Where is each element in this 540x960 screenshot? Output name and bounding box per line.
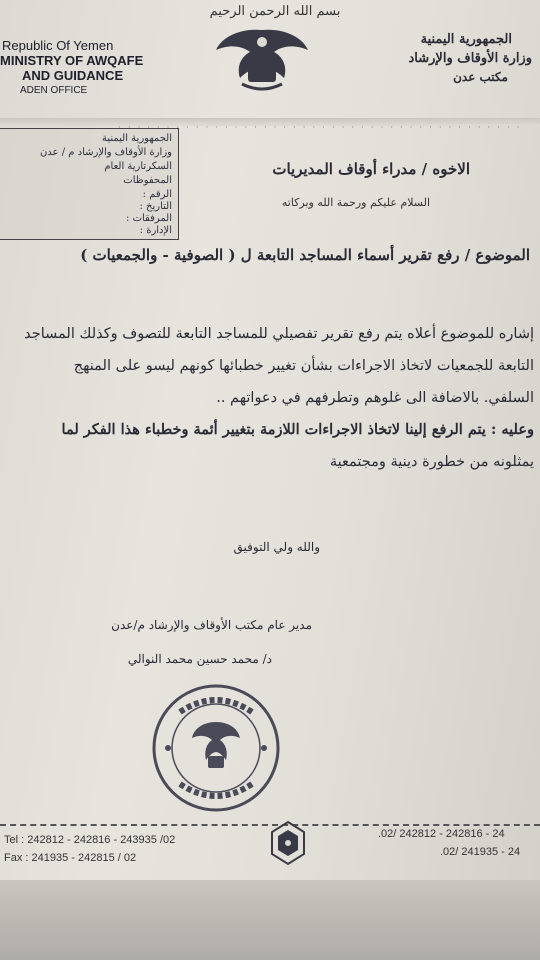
basmala: بسم الله الرحمن الرحيم: [209, 4, 341, 19]
stamp-line: السكرتارية العام: [104, 161, 172, 172]
stamp-line: الإدارة :: [139, 225, 172, 236]
addressee: الاخوه / مدراء أوقاف المديريات: [272, 160, 470, 178]
footer-fax-ar: .02/ 241935 - 24: [440, 846, 521, 858]
country-name: Republic Of Yemen: [2, 38, 114, 53]
stamp-line: المرفقات :: [126, 213, 172, 224]
stamp-line: التاريخ :: [139, 201, 172, 212]
signature-name: د/ محمد حسين محمد النوالي: [127, 652, 272, 666]
footer-tel-en: Tel : 242812 - 242816 - 243935 /02: [4, 834, 176, 846]
body-line: إشاره للموضوع أعلاه يتم رفع تقرير تفصيلي للمساجد التابعة للتصوف وكذلك المساجد: [24, 326, 534, 342]
body-line: السلفي. بالاضافة الى غلوهم وتطرفهم في دعواتهم ..: [216, 390, 534, 406]
ministry-name: MINISTRY OF AWQAFE: [0, 53, 144, 68]
registry-stamp-box: [0, 128, 179, 240]
subject-line: الموضوع / رفع تقرير أسماء المساجد التابعة ل ( الصوفية - والجمعيات ): [80, 246, 530, 264]
closing-line: والله ولي التوفيق: [233, 540, 320, 554]
letter-body: [6, 318, 534, 478]
conclusion-line: وعليه : يتم الرفع إلينا لاتخاذ الاجراءات اللازمة بتغيير أئمة وخطباء هذا الفكر لما: [61, 421, 534, 438]
conclusion-line: يمثلونه من خطورة دينية ومجتمعية: [329, 454, 534, 470]
signature-title: مدير عام مكتب الأوقاف والإرشاد م/عدن: [111, 618, 312, 632]
bottom-shadow: [0, 880, 540, 960]
footer-fax-en: Fax : 241935 - 242815 / 02: [4, 852, 137, 864]
body-line: التابعة للجمعيات لاتخاذ الاجراءات بشأن تغيير خطبائها كونهم ليسو على المنهج: [73, 358, 534, 374]
arabic-letterhead: [362, 30, 532, 87]
ar-ministry-name: وزارة الأوقاف والإرشاد: [408, 51, 532, 66]
office-name: ADEN OFFICE: [20, 85, 88, 96]
footer-tel-ar: .02/ 242812 - 242816 - 24: [378, 828, 505, 840]
footer-emblem-icon: [268, 820, 308, 866]
yemen-emblem-icon: [212, 22, 312, 94]
stamp-line: المحفوظات: [123, 175, 172, 186]
ministry-name-2: AND GUIDANCE: [22, 68, 124, 83]
stamp-line: الرقم :: [142, 189, 172, 200]
stamp-line: وزارة الأوقاف والإرشاد م / عدن: [39, 147, 172, 158]
stamp-line: الجمهورية اليمنية: [101, 133, 172, 144]
official-seal-icon: [150, 682, 282, 814]
header-divider: · · · · · · · · · · · · · · · · · · · · · · · · · · · · · · · · · · · · · · · · · ·: [118, 123, 522, 133]
ar-office-name: مكتب عدن: [453, 70, 508, 84]
english-letterhead: [0, 38, 170, 98]
salutation: السلام عليكم ورحمة الله وبركاته: [281, 196, 430, 209]
ar-country-name: الجمهورية اليمنية: [420, 32, 512, 47]
